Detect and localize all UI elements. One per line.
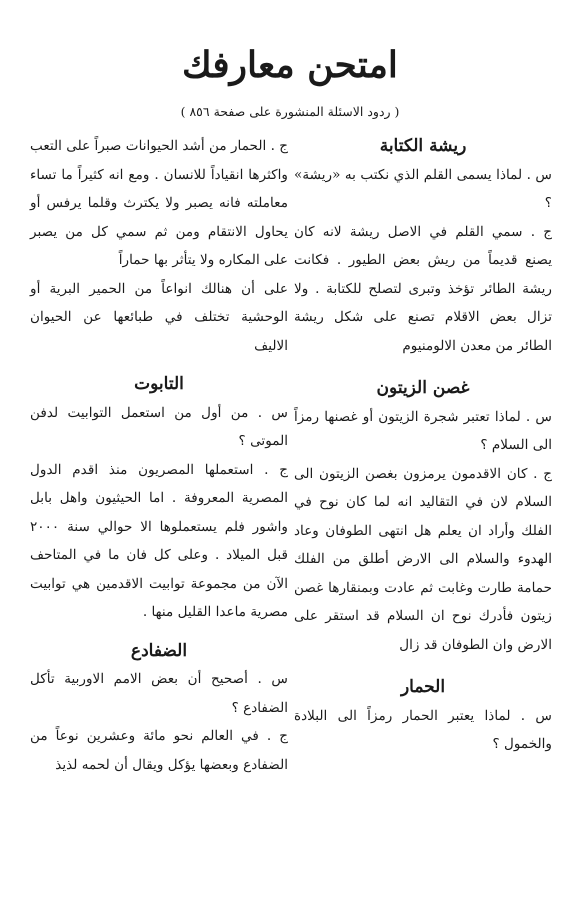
answer-coffin: ج . استعملها المصريون منذ اقدم الدول المصرية المعروفة . اما الحيثيون واهل بابل واشور فلم يستعملوها الا حوالي سنة ٢٠٠٠ قبل الميلاد . وعلى كل فان ما في المتاحف الآن من مجموعة توابيت الاقدمين هي توابيت مصرية ماعدا القليل منها . — [30, 461, 288, 620]
section-heading-pen: ريشة الكتابة — [379, 136, 467, 156]
question-olive: س . لماذا تعتبر شجرة الزيتون أو غصنها رمزاً الى السلام ؟ — [294, 408, 552, 453]
answer-frogs: ج . في العالم نحو مائة وعشرين نوعاً من الضفادع وبعضها يؤكل ويقال أن لحمه لذيذ — [30, 728, 288, 773]
left-column — [30, 132, 288, 779]
page-subtitle: ( ردود الاسئلة المنشورة على صفحة ٨٥٦ ) — [180, 104, 400, 119]
question-frogs: س . أصحيح أن بعض الامم الاوربية تأكل الضفادع ؟ — [30, 671, 288, 716]
section-heading-olive: غصن الزيتون — [376, 378, 470, 398]
answer-olive: ج . كان الاقدمون يرمزون بغصن الزيتون الى السلام لان في التقاليد انه لما كان نوح في الفلك وأراد ان يعلم هل انتهى الطوفان وعاد الهدوء والسلام الى الارض أطلق من الفلك حمامة طارت وغابت ثم عادت وبمنقارها غصن زيتون فأدرك نوح ان السلام قد استقر على الارض وان الطوفان قد زال — [294, 465, 552, 653]
answer-donkey: ج . الحمار من أشد الحيوانات صبراً على التعب واكثرها انقياداً للانسان . ومع انه كثيراً ما تساء معاملته فانه يصبر ولا يكترث وقلما يرفس أو يحاول الانتقام ومن ثم سمي كل من يصبر على المكاره ولا يتأثر بها حماراً — [30, 138, 288, 268]
answer-pen: ج . سمي القلم في الاصل ريشة لانه كان يصنع قديماً من ريش بعض الطيور . فكانت ريشة الطائر تؤخذ وتبرى لتصلح للكتابة . ولا تزال بعض الاقلام تصنع على شكل ريشة الطائر من معدن الالومنيوم — [294, 223, 552, 354]
page-title: امتحن معارفك — [182, 44, 398, 86]
question-donkey: س . لماذا يعتبر الحمار رمزاً الى البلادة والخمول ؟ — [294, 707, 552, 752]
answer-donkey-continued: على أن هنالك انواعاً من الحمير البرية أو الوحشية تختلف في طبائعها عن الحيوان الاليف — [30, 280, 288, 354]
right-column — [294, 132, 552, 759]
section-heading-coffin: التابوت — [134, 374, 184, 394]
section-heading-frogs: الضفادع — [130, 640, 188, 661]
section-heading-donkey: الحمار — [400, 677, 446, 697]
question-pen: س . لماذا يسمى القلم الذي نكتب به «ريشة» ؟ — [294, 166, 552, 211]
question-coffin: س . من أول من استعمل التوابيت لدفن الموتى ؟ — [30, 404, 288, 449]
